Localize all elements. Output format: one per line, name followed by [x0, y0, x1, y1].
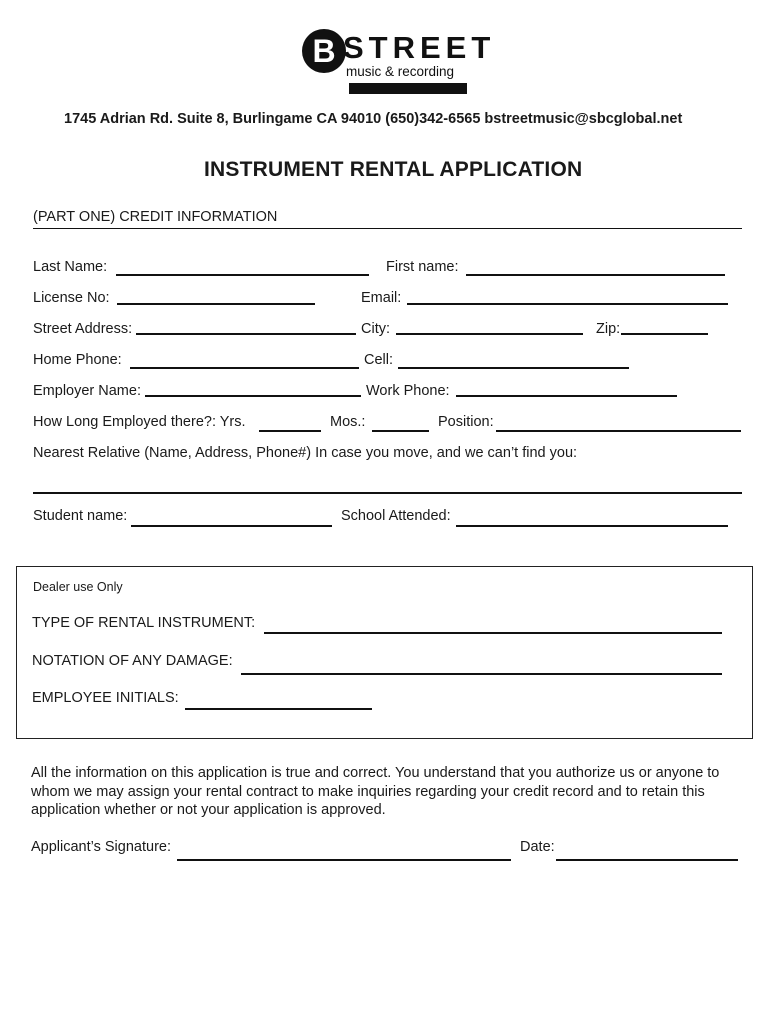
logo-bar: [349, 83, 467, 94]
school-attended-label: School Attended:: [341, 508, 451, 524]
work-phone-field[interactable]: [456, 395, 677, 397]
employed-years-label: How Long Employed there?: Yrs.: [33, 414, 246, 430]
dealer-heading: Dealer use Only: [33, 580, 123, 594]
email-field[interactable]: [407, 303, 728, 305]
address-line: 1745 Adrian Rd. Suite 8, Burlingame CA 94010 (650)342-6565 bstreetmusic@sbcglobal.net: [64, 111, 683, 127]
employee-initials-field[interactable]: [185, 708, 372, 710]
home-phone-label: Home Phone:: [33, 352, 122, 368]
employer-name-label: Employer Name:: [33, 383, 141, 399]
first-name-label: First name:: [386, 259, 459, 275]
cell-label: Cell:: [364, 352, 394, 368]
last-name-field[interactable]: [116, 274, 369, 276]
rental-instrument-label: TYPE OF RENTAL INSTRUMENT:: [32, 615, 256, 631]
authorization-statement: All the information on this application is true and correct. You understand that you authorize us or anyone to whom we may assign your rental contract to make inquiries regarding your credit record and to retain this application whether or not your application is approved.: [31, 765, 720, 818]
position-field[interactable]: [496, 430, 741, 432]
student-name-field[interactable]: [131, 525, 332, 527]
last-name-label: Last Name:: [33, 259, 108, 275]
city-field[interactable]: [396, 333, 583, 335]
employed-years-field[interactable]: [259, 430, 321, 432]
employer-name-field[interactable]: [145, 395, 361, 397]
rental-instrument-field[interactable]: [264, 632, 722, 634]
section-rule: [33, 228, 742, 229]
damage-label: NOTATION OF ANY DAMAGE:: [32, 653, 233, 669]
date-label: Date:: [520, 839, 555, 855]
nearest-relative-label: Nearest Relative (Name, Address, Phone#) In case you move, and we can’t find you:: [33, 445, 578, 461]
license-field[interactable]: [117, 303, 315, 305]
position-label: Position:: [438, 414, 494, 430]
street-address-field[interactable]: [136, 333, 356, 335]
signature-label: Applicant’s Signature:: [31, 839, 171, 855]
date-field[interactable]: [556, 859, 738, 861]
damage-field[interactable]: [241, 673, 722, 675]
page-title: INSTRUMENT RENTAL APPLICATION: [204, 158, 583, 181]
street-address-label: Street Address:: [33, 321, 133, 337]
zip-label: Zip:: [596, 321, 621, 337]
employee-initials-label: EMPLOYEE INITIALS:: [32, 690, 179, 706]
zip-field[interactable]: [621, 333, 708, 335]
logo-name: STREET: [343, 30, 496, 65]
logo-letter: B: [302, 29, 346, 73]
first-name-field[interactable]: [466, 274, 725, 276]
email-label: Email:: [361, 290, 402, 306]
logo-tagline: music & recording: [346, 64, 455, 79]
employed-months-field[interactable]: [372, 430, 429, 432]
student-name-label: Student name:: [33, 508, 128, 524]
home-phone-field[interactable]: [130, 367, 359, 369]
nearest-relative-field[interactable]: [33, 492, 742, 494]
school-attended-field[interactable]: [456, 525, 728, 527]
employed-months-label: Mos.:: [330, 414, 366, 430]
license-label: License No:: [33, 290, 110, 306]
section-heading: (PART ONE) CREDIT INFORMATION: [33, 209, 278, 225]
work-phone-label: Work Phone:: [366, 383, 450, 399]
city-label: City:: [361, 321, 390, 337]
signature-field[interactable]: [177, 859, 511, 861]
cell-field[interactable]: [398, 367, 629, 369]
